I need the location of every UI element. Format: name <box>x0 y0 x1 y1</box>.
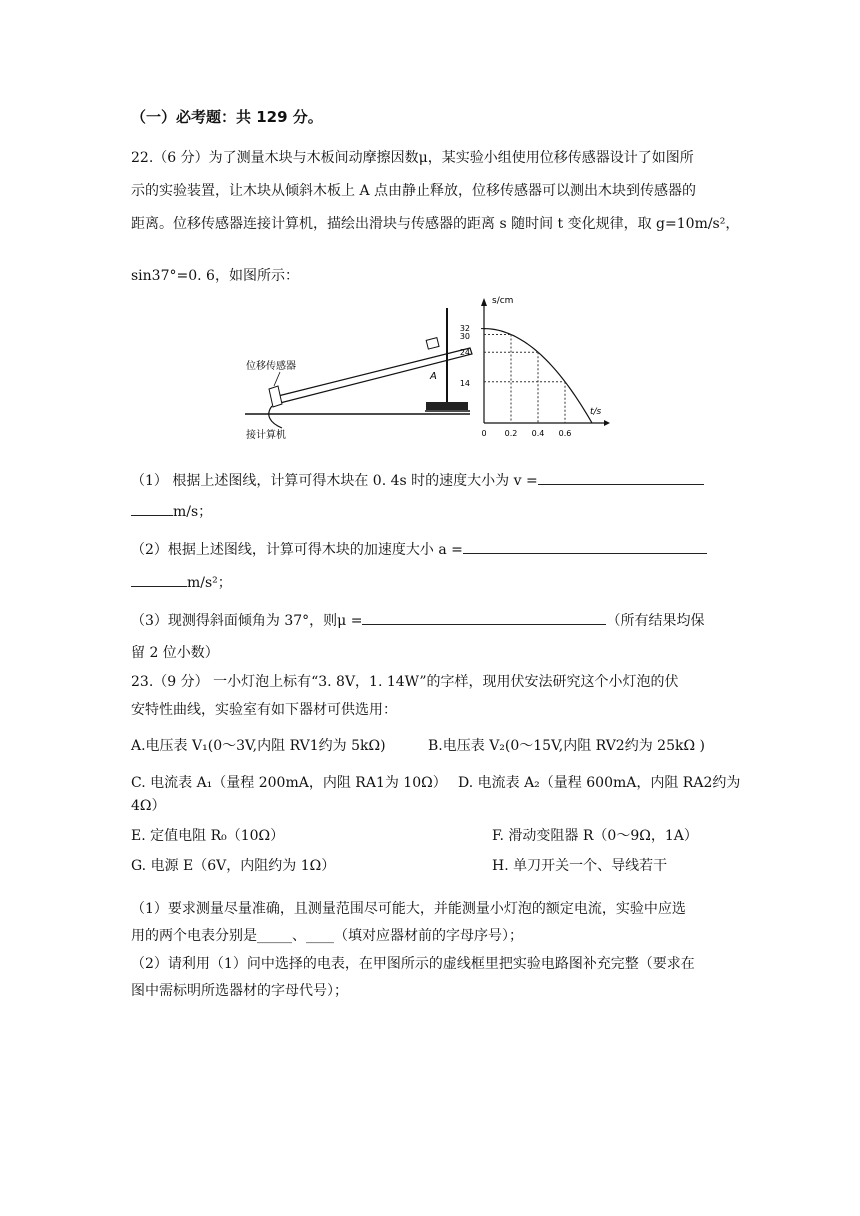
y-tick-24: 24 <box>459 348 470 357</box>
q23-sub1-line1: （1）要求测量尽量准确，且测量范围尽可能大，并能测量小灯泡的额定电流，实验中应选 <box>131 901 686 917</box>
option-d: D. 电流表 A₂（量程 600mA，内阻 RA2约为 <box>458 775 741 791</box>
x-axis-label: t/s <box>590 407 602 417</box>
answer-blank-a-cont[interactable] <box>131 572 187 587</box>
y-tick-32: 32 <box>459 324 470 333</box>
q22-part3: （3）现测得斜面倾角为 37°，则μ = （所有结果均保 <box>131 610 704 631</box>
answer-blank-a[interactable] <box>463 539 707 554</box>
q23-sub1-line2: 用的两个电表分别是_____、____（填对应器材前的字母序号）； <box>131 928 523 944</box>
sensor-label: 位移传感器 <box>246 361 296 372</box>
x-tick-0.6: 0.6 <box>558 429 572 438</box>
q22-line-1: 22.（6 分）为了测量木块与木板间动摩擦因数μ，某实验小组使用位移传感器设计了如图所 <box>131 150 694 166</box>
sensor-cable <box>269 406 282 428</box>
q22-part1: （1） 根据上述图线，计算可得木块在 0. 4s 时的速度大小为 v = <box>131 470 704 491</box>
section-heading: （一）必考题：共 129 分。 <box>131 108 323 126</box>
q23-line-2: 安特性曲线，实验室有如下器材可供选用： <box>131 702 397 718</box>
q23-sub2-line2: 图中需标明所选器材的字母代号）； <box>131 983 348 999</box>
stand-base <box>426 402 468 410</box>
q22-line-2: 示的实验装置，让木块从倾斜木板上 A 点由静止释放，位移传感器可以测出木块到传感器的 <box>131 183 697 199</box>
y-tick-30: 30 <box>459 332 470 341</box>
displacement-sensor <box>269 386 282 407</box>
q22-part2-unit: m/s²； <box>131 572 232 593</box>
q23-sub2-line1: （2）请利用（1）问中选择的电表，在甲图所示的虚线框里把实验电路图补充完整（要求在 <box>131 956 695 972</box>
q22-part3-note: 留 2 位小数） <box>131 645 219 661</box>
option-d-cont: 4Ω） <box>131 798 166 814</box>
computer-label: 接计算机 <box>246 430 286 441</box>
y-axis-label: s/cm <box>492 296 514 306</box>
option-f: F. 滑动变阻器 R（0～9Ω，1A） <box>492 828 698 844</box>
q23-line-1: 23.（9 分） 一小灯泡上标有“3. 8V，1. 14W”的字样，现用伏安法研究这个小灯泡的伏 <box>131 674 679 690</box>
x-tick-0: 0 <box>481 429 487 438</box>
answer-blank-v-cont[interactable] <box>131 501 173 516</box>
option-c: C. 电流表 A₁（量程 200mA，内阻 RA1为 10Ω） <box>131 775 447 791</box>
q22-line-4: sin37°=0. 6，如图所示： <box>131 268 299 284</box>
apparatus-diagram <box>245 308 472 441</box>
option-e: E. 定值电阻 R₀（10Ω） <box>131 828 285 844</box>
x-tick-0.2: 0.2 <box>504 429 518 438</box>
x-tick-0.4: 0.4 <box>531 429 545 438</box>
option-a: A.电压表 V₁(0～3V,内阻 RV1约为 5kΩ) <box>131 738 386 754</box>
answer-blank-v[interactable] <box>538 470 704 485</box>
option-g: G. 电源 E（6V，内阻约为 1Ω） <box>131 858 336 874</box>
q22-part1-unit: m/s； <box>131 501 212 522</box>
inclined-board <box>278 348 472 403</box>
y-tick-14: 14 <box>459 379 470 388</box>
option-b: B.电压表 V₂(0～15V,内阻 RV2约为 25kΩ ) <box>428 738 705 754</box>
experiment-figure <box>240 293 610 443</box>
q22-part2: （2）根据上述图线，计算可得木块的加速度大小 a = <box>131 539 707 560</box>
wooden-block <box>426 338 439 349</box>
answer-blank-mu[interactable] <box>362 610 606 625</box>
option-h: H. 单刀开关一个、导线若干 <box>492 858 668 874</box>
q22-line-3: 距离。位移传感器连接计算机，描绘出滑块与传感器的距离 s 随时间 t 变化规律，取 g=10m/s²， <box>131 216 740 232</box>
point-a-label: A <box>430 371 437 382</box>
s-t-graph <box>460 296 610 438</box>
